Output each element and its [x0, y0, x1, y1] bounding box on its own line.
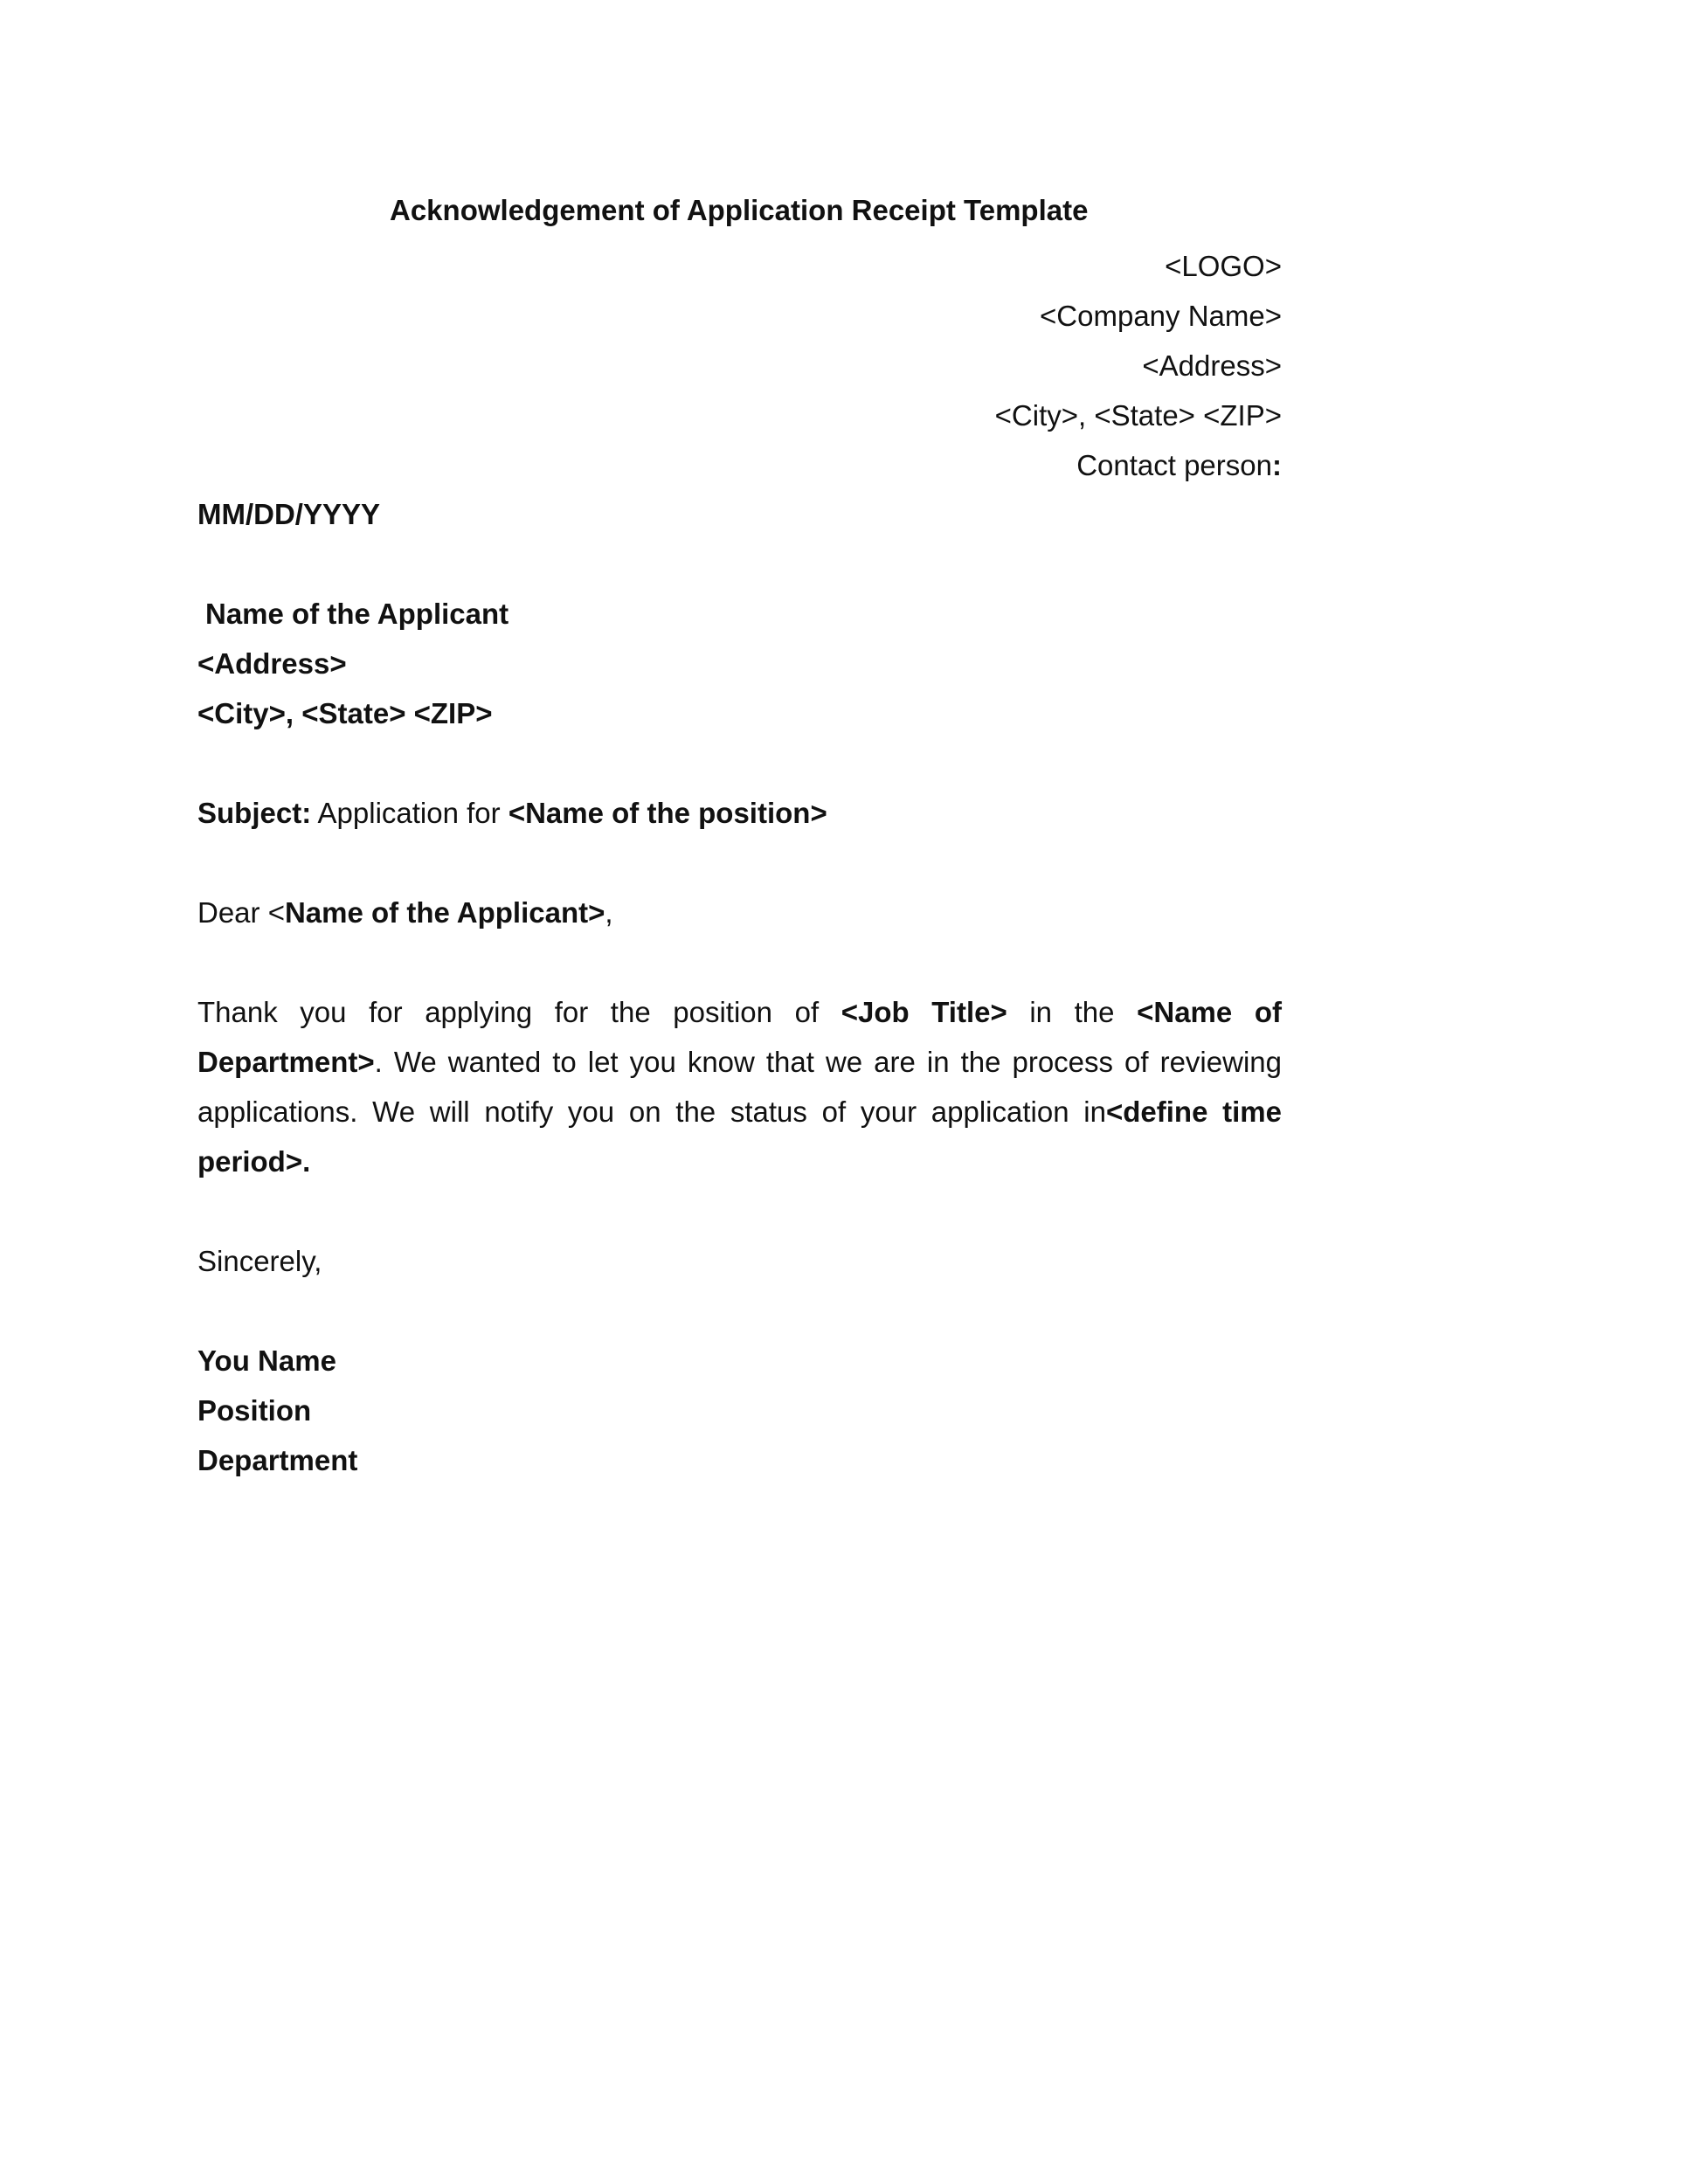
contact-person-colon: : — [1272, 449, 1282, 481]
sender-address: <Address> — [1142, 349, 1282, 382]
body-job-title: <Job Title> — [841, 996, 1007, 1028]
spacer — [197, 539, 1282, 589]
recipient-city-state-zip: <City>, <State> <ZIP> — [197, 697, 493, 729]
salutation-prefix: Dear < — [197, 896, 285, 929]
letter-content — [197, 489, 1282, 1485]
spacer — [197, 738, 1282, 788]
closing: Sincerely, — [197, 1245, 322, 1277]
sender-city-state-zip: <City>, <State> <ZIP> — [994, 399, 1282, 432]
salutation-name: Name of the Applicant> — [284, 896, 605, 929]
salutation — [197, 888, 1282, 937]
salutation-suffix: , — [605, 896, 613, 929]
sender-contact-person — [995, 440, 1282, 490]
body-department: <Name of Department> — [197, 996, 1282, 1078]
body-text-3: . We wanted to let you know that we are in the process of reviewing applications. We will notify you on the status of your application in — [197, 1046, 1282, 1128]
sender-block — [995, 241, 1282, 490]
sender-company-name: <Company Name> — [1040, 300, 1282, 332]
subject-label: Subject: — [197, 797, 312, 829]
spacer — [197, 1186, 1282, 1236]
document-title: Acknowledgement of Application Receipt Template — [390, 194, 1089, 226]
recipient-address: <Address> — [197, 647, 347, 680]
spacer — [197, 1286, 1282, 1336]
body-text-1: Thank you for applying for the position of — [197, 996, 841, 1028]
spacer — [197, 937, 1282, 987]
signature-position: Position — [197, 1394, 312, 1427]
signature-department: Department — [197, 1444, 358, 1476]
subject-text: Application for — [311, 797, 508, 829]
body-paragraph — [197, 987, 1282, 1186]
contact-person-label: Contact person — [1076, 449, 1272, 481]
recipient-name: Name of the Applicant — [205, 598, 509, 630]
sender-logo-placeholder: <LOGO> — [1165, 250, 1282, 282]
body-time-period: <define time period>. — [197, 1095, 1282, 1178]
signature-name: You Name — [197, 1344, 336, 1377]
subject-position: <Name of the position> — [508, 797, 827, 829]
body-text-2: in the — [1007, 996, 1138, 1028]
spacer — [197, 838, 1282, 888]
subject-line — [197, 788, 1282, 838]
letter-date: MM/DD/YYYY — [197, 498, 381, 530]
